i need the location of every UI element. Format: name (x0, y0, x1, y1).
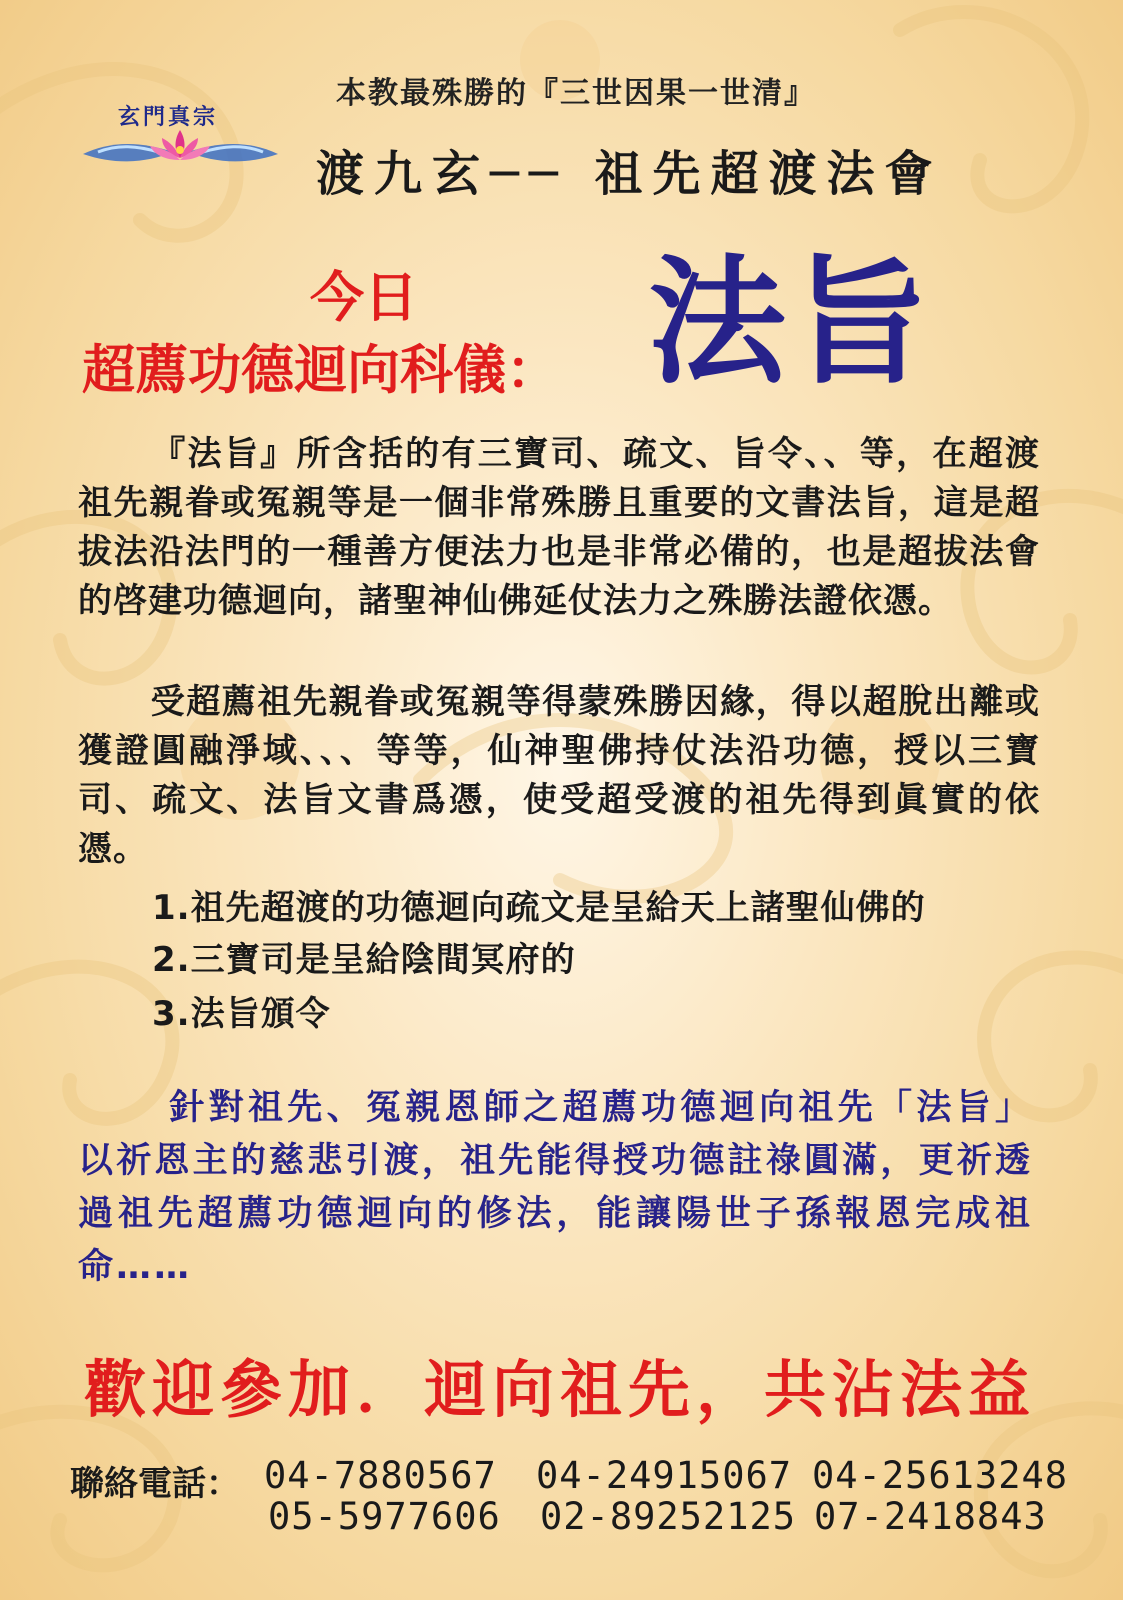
paragraph-purpose (78, 1082, 1033, 1294)
paragraph-benefit-text: 受超薦祖先親眷或冤親等得蒙殊勝因緣，得以超脫出離或獲證圓融淨域、、、等等，仙神聖佛持仗法沿功德，授以三寶司、疏文、法旨文書爲憑，使受超受渡的祖先得到眞實的依憑。 (78, 682, 1040, 869)
phone-number[interactable]: 07-2418843 (814, 1495, 1047, 1538)
rite-label: 超薦功德迴向科儀： (82, 340, 559, 401)
phone-number[interactable]: 04-7880567 (264, 1454, 497, 1497)
phone-number[interactable]: 05-5977606 (268, 1495, 501, 1538)
list-item: 3.法旨頒令 (152, 994, 331, 1034)
paragraph-purpose-text: 針對祖先、冤親恩師之超薦功德迴向祖先「法旨」以祈恩主的慈悲引渡，祖先能得授功德註祿圓滿，更祈透過祖先超薦功德迴向的修法，能讓陽世子孫報恩完成祖命…… (78, 1088, 1033, 1287)
paragraph-benefit (78, 678, 1040, 874)
list-item: 2.三寶司是呈給陰間冥府的 (152, 940, 576, 980)
event-title: 渡九玄── 祖先超渡法會 (316, 146, 943, 202)
phone-number[interactable]: 02-89252125 (540, 1495, 797, 1538)
big-title: 法旨 (648, 242, 933, 403)
tagline: 本教最殊勝的『三世因果一世清』 (336, 76, 816, 111)
list-item: 1.祖先超渡的功德迴向疏文是呈給天上諸聖仙佛的 (152, 888, 926, 928)
paragraph-intro-text: 『法旨』所含括的有三寶司、疏文、旨令、、等，在超渡祖先親眷或冤親等是一個非常殊勝且重要的文書法旨，這是超拔法沿法門的一種善方便法力也是非常必備的，也是超拔法會的啓建功德迴向，諸聖神仙佛延仗法力之殊勝法證依憑。 (78, 434, 1040, 621)
phone-number[interactable]: 04-25613248 (812, 1454, 1069, 1497)
contact-label: 聯絡電話： (70, 1464, 240, 1504)
logo-text: 玄門真宗 (118, 104, 219, 130)
today-label: 今日 (310, 266, 418, 329)
welcome-banner: 歡迎參加．迴向祖先，共沾法益 (84, 1353, 1037, 1426)
phone-number[interactable]: 04-24915067 (536, 1454, 793, 1497)
paragraph-intro (78, 430, 1040, 626)
